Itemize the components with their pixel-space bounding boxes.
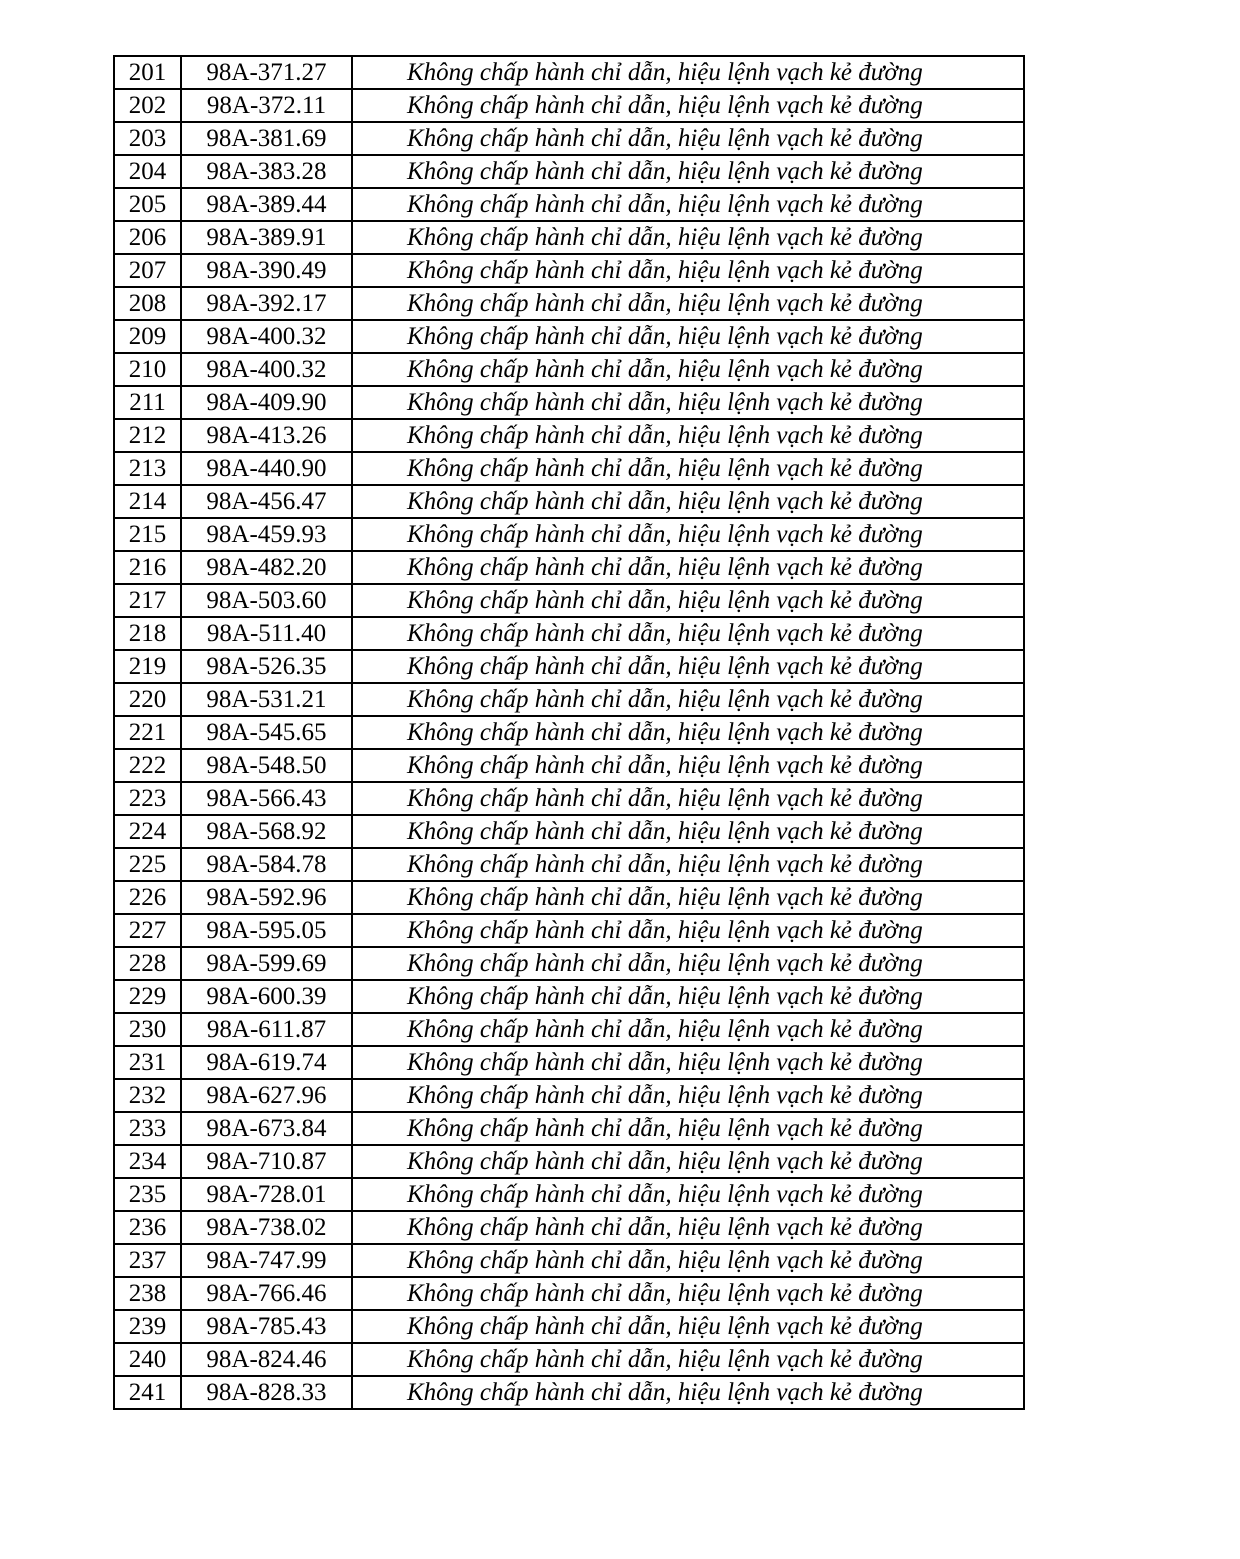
violation-description-cell: Không chấp hành chỉ dẫn, hiệu lệnh vạch kẻ đường xyxy=(352,1145,1024,1178)
table-row xyxy=(114,815,1024,848)
table-row xyxy=(114,452,1024,485)
row-number-cell: 211 xyxy=(114,386,181,419)
violation-description-cell: Không chấp hành chỉ dẫn, hiệu lệnh vạch kẻ đường xyxy=(352,287,1024,320)
table-row xyxy=(114,1112,1024,1145)
table-row xyxy=(114,1079,1024,1112)
table-row xyxy=(114,650,1024,683)
violation-description-cell: Không chấp hành chỉ dẫn, hiệu lệnh vạch kẻ đường xyxy=(352,914,1024,947)
license-plate-cell: 98A-619.74 xyxy=(181,1046,352,1079)
table-row xyxy=(114,782,1024,815)
license-plate-cell: 98A-600.39 xyxy=(181,980,352,1013)
table-row xyxy=(114,56,1024,89)
table-row xyxy=(114,1211,1024,1244)
license-plate-cell: 98A-389.44 xyxy=(181,188,352,221)
row-number-cell: 214 xyxy=(114,485,181,518)
row-number-cell: 210 xyxy=(114,353,181,386)
violation-description-cell: Không chấp hành chỉ dẫn, hiệu lệnh vạch kẻ đường xyxy=(352,419,1024,452)
license-plate-cell: 98A-584.78 xyxy=(181,848,352,881)
violation-description-cell: Không chấp hành chỉ dẫn, hiệu lệnh vạch kẻ đường xyxy=(352,1277,1024,1310)
violation-description-cell: Không chấp hành chỉ dẫn, hiệu lệnh vạch kẻ đường xyxy=(352,485,1024,518)
violation-description-cell: Không chấp hành chỉ dẫn, hiệu lệnh vạch kẻ đường xyxy=(352,122,1024,155)
table-row xyxy=(114,122,1024,155)
row-number-cell: 215 xyxy=(114,518,181,551)
license-plate-cell: 98A-400.32 xyxy=(181,320,352,353)
license-plate-cell: 98A-766.46 xyxy=(181,1277,352,1310)
violation-description-cell: Không chấp hành chỉ dẫn, hiệu lệnh vạch kẻ đường xyxy=(352,1013,1024,1046)
license-plate-cell: 98A-611.87 xyxy=(181,1013,352,1046)
row-number-cell: 227 xyxy=(114,914,181,947)
license-plate-cell: 98A-390.49 xyxy=(181,254,352,287)
violation-description-cell: Không chấp hành chỉ dẫn, hiệu lệnh vạch kẻ đường xyxy=(352,782,1024,815)
violation-description-cell: Không chấp hành chỉ dẫn, hiệu lệnh vạch kẻ đường xyxy=(352,386,1024,419)
row-number-cell: 233 xyxy=(114,1112,181,1145)
row-number-cell: 226 xyxy=(114,881,181,914)
table-row xyxy=(114,155,1024,188)
row-number-cell: 217 xyxy=(114,584,181,617)
license-plate-cell: 98A-381.69 xyxy=(181,122,352,155)
violation-description-cell: Không chấp hành chỉ dẫn, hiệu lệnh vạch kẻ đường xyxy=(352,848,1024,881)
license-plate-cell: 98A-372.11 xyxy=(181,89,352,122)
violation-description-cell: Không chấp hành chỉ dẫn, hiệu lệnh vạch kẻ đường xyxy=(352,650,1024,683)
license-plate-cell: 98A-738.02 xyxy=(181,1211,352,1244)
license-plate-cell: 98A-595.05 xyxy=(181,914,352,947)
table-row xyxy=(114,419,1024,452)
violation-description-cell: Không chấp hành chỉ dẫn, hiệu lệnh vạch kẻ đường xyxy=(352,1376,1024,1409)
violation-description-cell: Không chấp hành chỉ dẫn, hiệu lệnh vạch kẻ đường xyxy=(352,551,1024,584)
table-row xyxy=(114,1277,1024,1310)
table-row xyxy=(114,1376,1024,1409)
violation-description-cell: Không chấp hành chỉ dẫn, hiệu lệnh vạch kẻ đường xyxy=(352,518,1024,551)
row-number-cell: 219 xyxy=(114,650,181,683)
violation-description-cell: Không chấp hành chỉ dẫn, hiệu lệnh vạch kẻ đường xyxy=(352,1112,1024,1145)
table-row xyxy=(114,254,1024,287)
violation-description-cell: Không chấp hành chỉ dẫn, hiệu lệnh vạch kẻ đường xyxy=(352,1079,1024,1112)
table-row xyxy=(114,1343,1024,1376)
license-plate-cell: 98A-392.17 xyxy=(181,287,352,320)
license-plate-cell: 98A-383.28 xyxy=(181,155,352,188)
table-row xyxy=(114,386,1024,419)
violation-description-cell: Không chấp hành chỉ dẫn, hiệu lệnh vạch kẻ đường xyxy=(352,716,1024,749)
row-number-cell: 221 xyxy=(114,716,181,749)
table-row xyxy=(114,584,1024,617)
violation-description-cell: Không chấp hành chỉ dẫn, hiệu lệnh vạch kẻ đường xyxy=(352,89,1024,122)
row-number-cell: 201 xyxy=(114,56,181,89)
row-number-cell: 234 xyxy=(114,1145,181,1178)
table-row xyxy=(114,1013,1024,1046)
license-plate-cell: 98A-409.90 xyxy=(181,386,352,419)
row-number-cell: 202 xyxy=(114,89,181,122)
table-row xyxy=(114,716,1024,749)
row-number-cell: 206 xyxy=(114,221,181,254)
row-number-cell: 229 xyxy=(114,980,181,1013)
row-number-cell: 230 xyxy=(114,1013,181,1046)
row-number-cell: 228 xyxy=(114,947,181,980)
violation-description-cell: Không chấp hành chỉ dẫn, hiệu lệnh vạch kẻ đường xyxy=(352,1211,1024,1244)
row-number-cell: 213 xyxy=(114,452,181,485)
row-number-cell: 237 xyxy=(114,1244,181,1277)
license-plate-cell: 98A-400.32 xyxy=(181,353,352,386)
violation-description-cell: Không chấp hành chỉ dẫn, hiệu lệnh vạch kẻ đường xyxy=(352,683,1024,716)
license-plate-cell: 98A-482.20 xyxy=(181,551,352,584)
table-row xyxy=(114,914,1024,947)
license-plate-cell: 98A-440.90 xyxy=(181,452,352,485)
table-row xyxy=(114,188,1024,221)
table-row xyxy=(114,1310,1024,1343)
license-plate-cell: 98A-710.87 xyxy=(181,1145,352,1178)
license-plate-cell: 98A-456.47 xyxy=(181,485,352,518)
license-plate-cell: 98A-728.01 xyxy=(181,1178,352,1211)
table-row xyxy=(114,320,1024,353)
row-number-cell: 209 xyxy=(114,320,181,353)
license-plate-cell: 98A-828.33 xyxy=(181,1376,352,1409)
violation-description-cell: Không chấp hành chỉ dẫn, hiệu lệnh vạch kẻ đường xyxy=(352,1310,1024,1343)
table-row xyxy=(114,980,1024,1013)
license-plate-cell: 98A-627.96 xyxy=(181,1079,352,1112)
license-plate-cell: 98A-785.43 xyxy=(181,1310,352,1343)
row-number-cell: 224 xyxy=(114,815,181,848)
license-plate-cell: 98A-548.50 xyxy=(181,749,352,782)
violation-description-cell: Không chấp hành chỉ dẫn, hiệu lệnh vạch kẻ đường xyxy=(352,320,1024,353)
license-plate-cell: 98A-566.43 xyxy=(181,782,352,815)
row-number-cell: 238 xyxy=(114,1277,181,1310)
violation-description-cell: Không chấp hành chỉ dẫn, hiệu lệnh vạch kẻ đường xyxy=(352,1178,1024,1211)
table-row xyxy=(114,848,1024,881)
table-row xyxy=(114,947,1024,980)
table-body xyxy=(114,56,1024,1409)
license-plate-cell: 98A-531.21 xyxy=(181,683,352,716)
row-number-cell: 239 xyxy=(114,1310,181,1343)
row-number-cell: 223 xyxy=(114,782,181,815)
license-plate-cell: 98A-568.92 xyxy=(181,815,352,848)
violation-description-cell: Không chấp hành chỉ dẫn, hiệu lệnh vạch kẻ đường xyxy=(352,980,1024,1013)
violation-description-cell: Không chấp hành chỉ dẫn, hiệu lệnh vạch kẻ đường xyxy=(352,155,1024,188)
table-row xyxy=(114,1244,1024,1277)
license-plate-cell: 98A-545.65 xyxy=(181,716,352,749)
violation-description-cell: Không chấp hành chỉ dẫn, hiệu lệnh vạch kẻ đường xyxy=(352,881,1024,914)
violation-description-cell: Không chấp hành chỉ dẫn, hiệu lệnh vạch kẻ đường xyxy=(352,452,1024,485)
row-number-cell: 235 xyxy=(114,1178,181,1211)
license-plate-cell: 98A-673.84 xyxy=(181,1112,352,1145)
violation-description-cell: Không chấp hành chỉ dẫn, hiệu lệnh vạch kẻ đường xyxy=(352,584,1024,617)
license-plate-cell: 98A-371.27 xyxy=(181,56,352,89)
row-number-cell: 240 xyxy=(114,1343,181,1376)
violation-description-cell: Không chấp hành chỉ dẫn, hiệu lệnh vạch kẻ đường xyxy=(352,254,1024,287)
table-row xyxy=(114,287,1024,320)
row-number-cell: 218 xyxy=(114,617,181,650)
violation-description-cell: Không chấp hành chỉ dẫn, hiệu lệnh vạch kẻ đường xyxy=(352,1046,1024,1079)
row-number-cell: 236 xyxy=(114,1211,181,1244)
table-row xyxy=(114,617,1024,650)
violation-description-cell: Không chấp hành chỉ dẫn, hiệu lệnh vạch kẻ đường xyxy=(352,353,1024,386)
row-number-cell: 222 xyxy=(114,749,181,782)
violation-description-cell: Không chấp hành chỉ dẫn, hiệu lệnh vạch kẻ đường xyxy=(352,617,1024,650)
row-number-cell: 205 xyxy=(114,188,181,221)
row-number-cell: 220 xyxy=(114,683,181,716)
violation-description-cell: Không chấp hành chỉ dẫn, hiệu lệnh vạch kẻ đường xyxy=(352,56,1024,89)
row-number-cell: 203 xyxy=(114,122,181,155)
violation-description-cell: Không chấp hành chỉ dẫn, hiệu lệnh vạch kẻ đường xyxy=(352,749,1024,782)
row-number-cell: 241 xyxy=(114,1376,181,1409)
license-plate-cell: 98A-503.60 xyxy=(181,584,352,617)
license-plate-cell: 98A-413.26 xyxy=(181,419,352,452)
row-number-cell: 212 xyxy=(114,419,181,452)
row-number-cell: 216 xyxy=(114,551,181,584)
row-number-cell: 231 xyxy=(114,1046,181,1079)
row-number-cell: 232 xyxy=(114,1079,181,1112)
violation-description-cell: Không chấp hành chỉ dẫn, hiệu lệnh vạch kẻ đường xyxy=(352,188,1024,221)
table-row xyxy=(114,1178,1024,1211)
row-number-cell: 204 xyxy=(114,155,181,188)
row-number-cell: 225 xyxy=(114,848,181,881)
table-row xyxy=(114,881,1024,914)
table-row xyxy=(114,89,1024,122)
table-row xyxy=(114,485,1024,518)
violation-description-cell: Không chấp hành chỉ dẫn, hiệu lệnh vạch kẻ đường xyxy=(352,1244,1024,1277)
violation-description-cell: Không chấp hành chỉ dẫn, hiệu lệnh vạch kẻ đường xyxy=(352,221,1024,254)
row-number-cell: 208 xyxy=(114,287,181,320)
license-plate-cell: 98A-592.96 xyxy=(181,881,352,914)
license-plate-cell: 98A-599.69 xyxy=(181,947,352,980)
license-plate-cell: 98A-511.40 xyxy=(181,617,352,650)
table-row xyxy=(114,1145,1024,1178)
license-plate-cell: 98A-526.35 xyxy=(181,650,352,683)
table-row xyxy=(114,749,1024,782)
violation-description-cell: Không chấp hành chỉ dẫn, hiệu lệnh vạch kẻ đường xyxy=(352,815,1024,848)
violation-description-cell: Không chấp hành chỉ dẫn, hiệu lệnh vạch kẻ đường xyxy=(352,947,1024,980)
table-row xyxy=(114,353,1024,386)
license-plate-cell: 98A-459.93 xyxy=(181,518,352,551)
license-plate-cell: 98A-389.91 xyxy=(181,221,352,254)
violation-table xyxy=(113,55,1025,1410)
violation-description-cell: Không chấp hành chỉ dẫn, hiệu lệnh vạch kẻ đường xyxy=(352,1343,1024,1376)
table-row xyxy=(114,518,1024,551)
table-row xyxy=(114,551,1024,584)
license-plate-cell: 98A-747.99 xyxy=(181,1244,352,1277)
table-row xyxy=(114,221,1024,254)
table-row xyxy=(114,1046,1024,1079)
row-number-cell: 207 xyxy=(114,254,181,287)
license-plate-cell: 98A-824.46 xyxy=(181,1343,352,1376)
table-row xyxy=(114,683,1024,716)
